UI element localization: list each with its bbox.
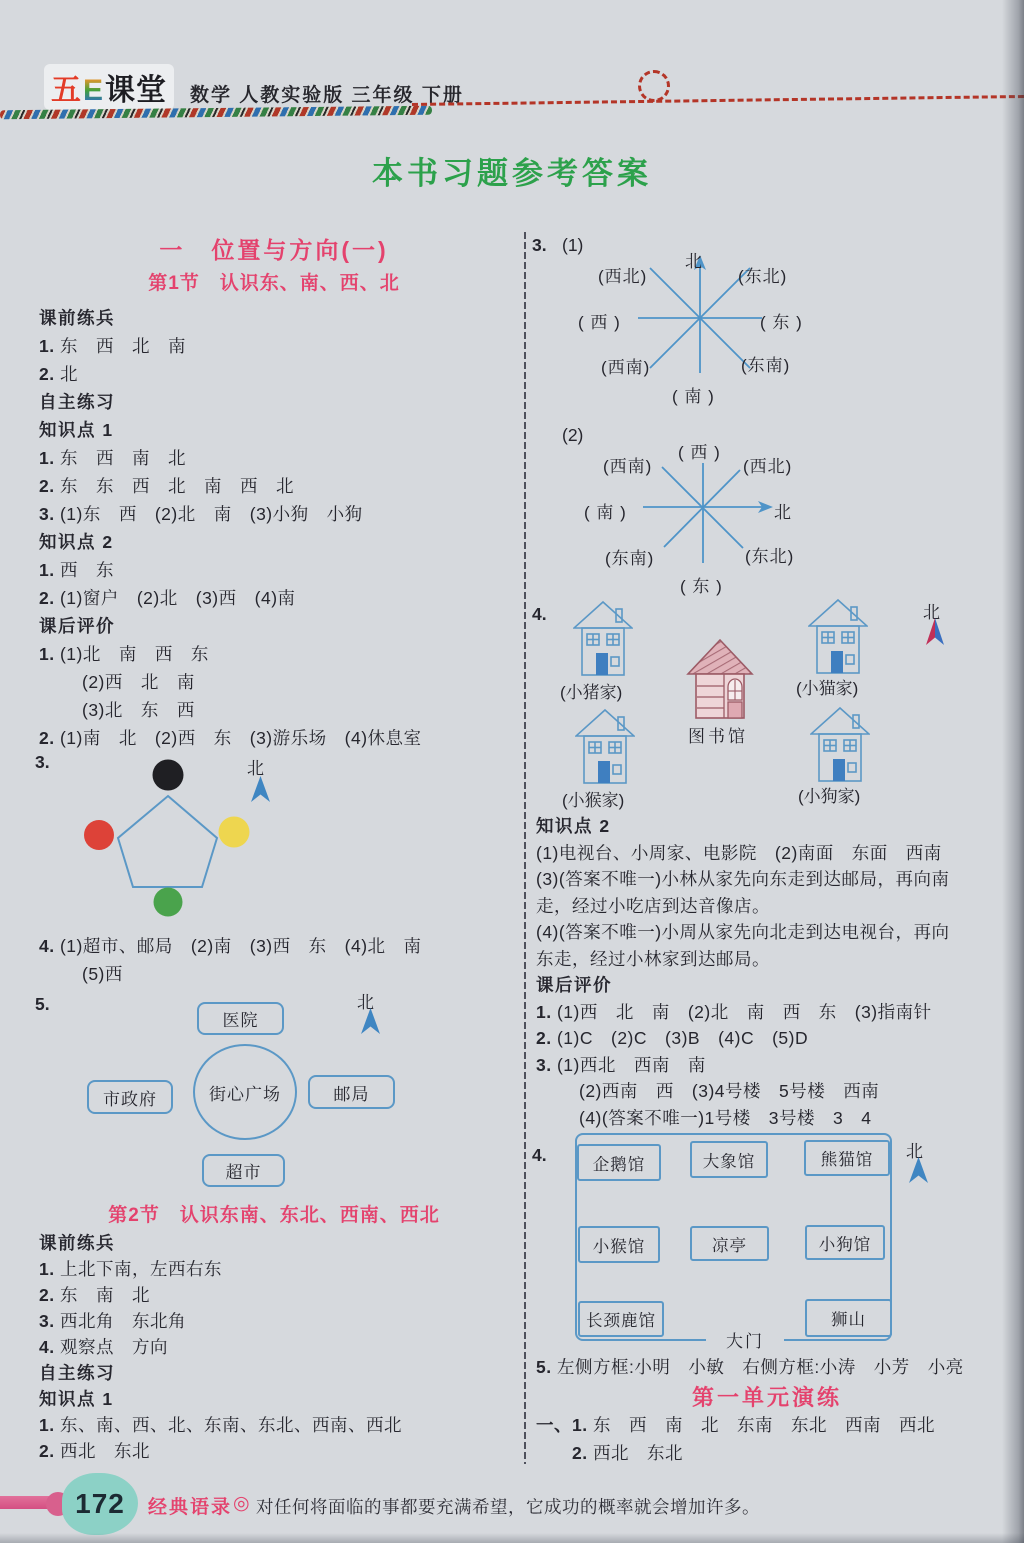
brand-logo (44, 64, 174, 110)
answer-line: 4. 观察点 方向 (39, 1337, 168, 1357)
answer-line: 1. 东 西 南 北 (39, 448, 186, 468)
compass-tl-label: (西南) (603, 457, 653, 476)
north-label: 北 (923, 603, 940, 622)
book-subtitle: 数学 人教实验版 三年级 下册 (190, 85, 464, 106)
government-box: 市政府 (87, 1080, 173, 1114)
house-icon (575, 708, 635, 786)
answer-line: 知识点 1 (39, 420, 114, 440)
answer-line: 课前练兵 (39, 308, 115, 328)
answer-line: 2. 西北 东北 (39, 1441, 150, 1461)
quote-mark-icon: ◎ (233, 1493, 250, 1514)
compass-s-label: ( 南 ) (672, 387, 715, 406)
column-divider (524, 232, 526, 1464)
compass-sw-label: (西南) (601, 358, 651, 377)
monkey-house-box: 小猴馆 (578, 1226, 660, 1263)
answer-line: 1. (1)西 北 南 (2)北 南 西 东 (3)指南针 (536, 1001, 932, 1022)
answer-line: 课前练兵 (39, 1233, 115, 1253)
compass-bl-label: (东南) (605, 549, 655, 568)
compass-diagram-2 (532, 425, 1002, 598)
city-map-diagram (35, 988, 513, 1200)
houses-diagram (532, 598, 1002, 813)
answer-list (35, 304, 513, 752)
answer-line: 东走，经过小林家到达邮局。 (536, 948, 770, 969)
page-number-badge (62, 1473, 138, 1535)
penguin-house-box: 企鹅馆 (577, 1144, 661, 1181)
answer-line: (2)西 北 南 (82, 672, 195, 692)
compass-w-label: ( 西 ) (578, 313, 621, 332)
hospital-box: 医院 (197, 1002, 284, 1035)
compass-top-label: ( 西 ) (678, 443, 721, 462)
scan-edge-shadow (0, 1533, 1024, 1543)
answer-line: 2. 北 (39, 364, 78, 384)
left-column (35, 232, 513, 1464)
logo-char-wu: 五 (51, 74, 82, 107)
answer-line: 4. (1)超市、邮局 (2)南 (3)西 东 (4)北 南 (39, 936, 422, 956)
answer-line: 知识点 2 (536, 816, 611, 836)
compass-bottom-label: ( 东 ) (680, 577, 723, 596)
answer-line: (5)西 (82, 964, 123, 984)
page-number: 172 (75, 1488, 125, 1519)
answer-line: (1)电视台、小周家、电影院 (2)南面 东面 西南 (536, 842, 942, 863)
plaza-circle: 街心广场 (193, 1044, 297, 1140)
post-office-box: 邮局 (308, 1075, 395, 1109)
compass-tr-label: (西北) (743, 457, 793, 476)
zoo-map-diagram (532, 1131, 1002, 1353)
library-label: 图书馆 (688, 727, 748, 746)
answer-line: 走，经过小吃店到达音像店。 (536, 895, 770, 916)
red-dashed-loop (638, 70, 670, 102)
sub-label: (1) (562, 235, 584, 255)
house-label-dog: (小狗家) (798, 787, 861, 806)
unit-test-title: 第一单元演练 (691, 1385, 842, 1410)
unit-title: 一 位置与方向(一) (159, 237, 389, 263)
answer-line: (4)(答案不唯一)小周从家先向北走到达电视台，再向 (536, 922, 950, 942)
dog-house-box: 小狗馆 (805, 1225, 885, 1260)
compass-diagram-1 (532, 233, 1002, 425)
answer-line: 课后评价 (39, 616, 115, 636)
quote-label: 经典语录 (148, 1497, 233, 1518)
answer-list (35, 932, 513, 988)
logo-chars-ketang: 课堂 (105, 74, 168, 107)
answer-list (532, 1411, 1002, 1467)
compass-ne-label: (东北) (738, 267, 788, 286)
main-gate-label: 大门 (706, 1327, 784, 1352)
answer-line: 5. 左侧方框:小明 小敏 右侧方框:小涛 小芳 小亮 (536, 1357, 964, 1377)
answer-line: 3. (1)东 西 (2)北 南 (3)小狗 小狗 (39, 504, 363, 524)
pavilion-box: 凉亭 (690, 1226, 769, 1261)
elephant-house-box: 大象馆 (690, 1141, 768, 1178)
answer-list (532, 813, 1002, 1131)
logo-char-e: E (83, 74, 105, 107)
answer-line: (2)西南 西 (3)4号楼 5号楼 西南 (579, 1081, 880, 1101)
section1-title: 第1节 认识东、南、西、北 (148, 273, 400, 294)
answer-line: (3)(答案不唯一)小林从家先向东走到达邮局，再向南 (536, 869, 950, 889)
north-arrow-icon (909, 1157, 928, 1184)
answer-line: 2. 东 南 北 (39, 1285, 150, 1305)
answer-line: (4)(答案不唯一)1号楼 3号楼 3 4 (579, 1107, 872, 1128)
house-icon (573, 600, 633, 678)
house-label-pig: (小猪家) (560, 683, 623, 702)
house-icon (808, 598, 868, 676)
red-dashed-line (412, 95, 1024, 106)
compass-needle-icon (925, 618, 945, 646)
item-label: 3. (35, 752, 50, 772)
pentagon-diagram (35, 752, 513, 932)
north-label: 北 (357, 993, 374, 1012)
item-label: 4. (532, 604, 547, 624)
item-label: 4. (532, 1145, 547, 1165)
house-label-cat: (小猫家) (796, 679, 859, 698)
answer-line: (3)北 东 西 (82, 700, 195, 720)
answer-line: 2. 西北 东北 (572, 1443, 683, 1463)
answer-list (35, 1230, 513, 1464)
answer-line: 一、1. 东 西 南 北 东南 东北 西南 西北 (536, 1415, 935, 1435)
answer-line: 1. (1)北 南 西 东 (39, 644, 209, 664)
answer-line: 1. 东 西 北 南 (39, 336, 186, 356)
sub-label: (2) (562, 425, 584, 445)
answer-line: 2. 东 东 西 北 南 西 北 (39, 476, 294, 496)
north-label: 北 (247, 759, 264, 778)
answer-line: 知识点 1 (39, 1389, 114, 1409)
item-label: 5. (35, 994, 50, 1014)
answer-line: 1. 东、南、西、北、东南、东北、西南、西北 (39, 1415, 402, 1435)
supermarket-box: 超市 (202, 1154, 285, 1187)
panda-house-box: 熊猫馆 (804, 1140, 890, 1176)
library-icon (684, 638, 756, 722)
answer-line: 自主练习 (39, 1363, 115, 1383)
compass-right-label: 北 (774, 503, 792, 522)
answer-list (532, 1353, 1002, 1381)
answer-line: 3. (1)西北 西南 南 (536, 1054, 706, 1075)
page-title: 本书习题参考答案 (372, 156, 652, 191)
item-label: 3. (532, 235, 547, 255)
answer-line: 课后评价 (536, 975, 612, 995)
section2-title: 第2节 认识东南、东北、西南、西北 (108, 1205, 440, 1226)
compass-n-label: 北 (685, 252, 703, 271)
scan-edge-shadow (1002, 0, 1024, 1543)
pentagon-shape (75, 754, 275, 926)
answer-line: 自主练习 (39, 392, 115, 412)
north-arrow-icon (361, 1008, 380, 1035)
compass-nw-label: (西北) (598, 267, 648, 286)
quote-text: 对任何将面临的事都要充满希望，它成功的概率就会增加许多。 (256, 1497, 760, 1517)
answer-line: 2. (1)南 北 (2)西 东 (3)游乐场 (4)休息室 (39, 728, 422, 748)
giraffe-house-box: 长颈鹿馆 (578, 1301, 664, 1337)
answer-line: 2. (1)C (2)C (3)B (4)C (5)D (536, 1028, 809, 1048)
compass-se-label: (东南) (741, 356, 791, 375)
north-arrow-icon (251, 776, 270, 803)
compass-br-label: (东北) (745, 547, 795, 566)
answer-line: 1. 上北下南，左西右东 (39, 1259, 222, 1279)
answer-line: 2. (1)窗户 (2)北 (3)西 (4)南 (39, 588, 296, 608)
lion-hill-box: 狮山 (805, 1299, 892, 1337)
right-column (532, 233, 1002, 1467)
house-icon (810, 706, 870, 784)
answer-line: 3. 西北角 东北角 (39, 1311, 186, 1331)
compass-left-label: ( 南 ) (584, 503, 627, 522)
compass-e-label: ( 东 ) (760, 313, 803, 332)
answer-line: 知识点 2 (39, 532, 114, 552)
house-label-monkey: (小猴家) (562, 791, 625, 810)
north-label: 北 (906, 1142, 923, 1161)
answer-line: 1. 西 东 (39, 560, 114, 580)
